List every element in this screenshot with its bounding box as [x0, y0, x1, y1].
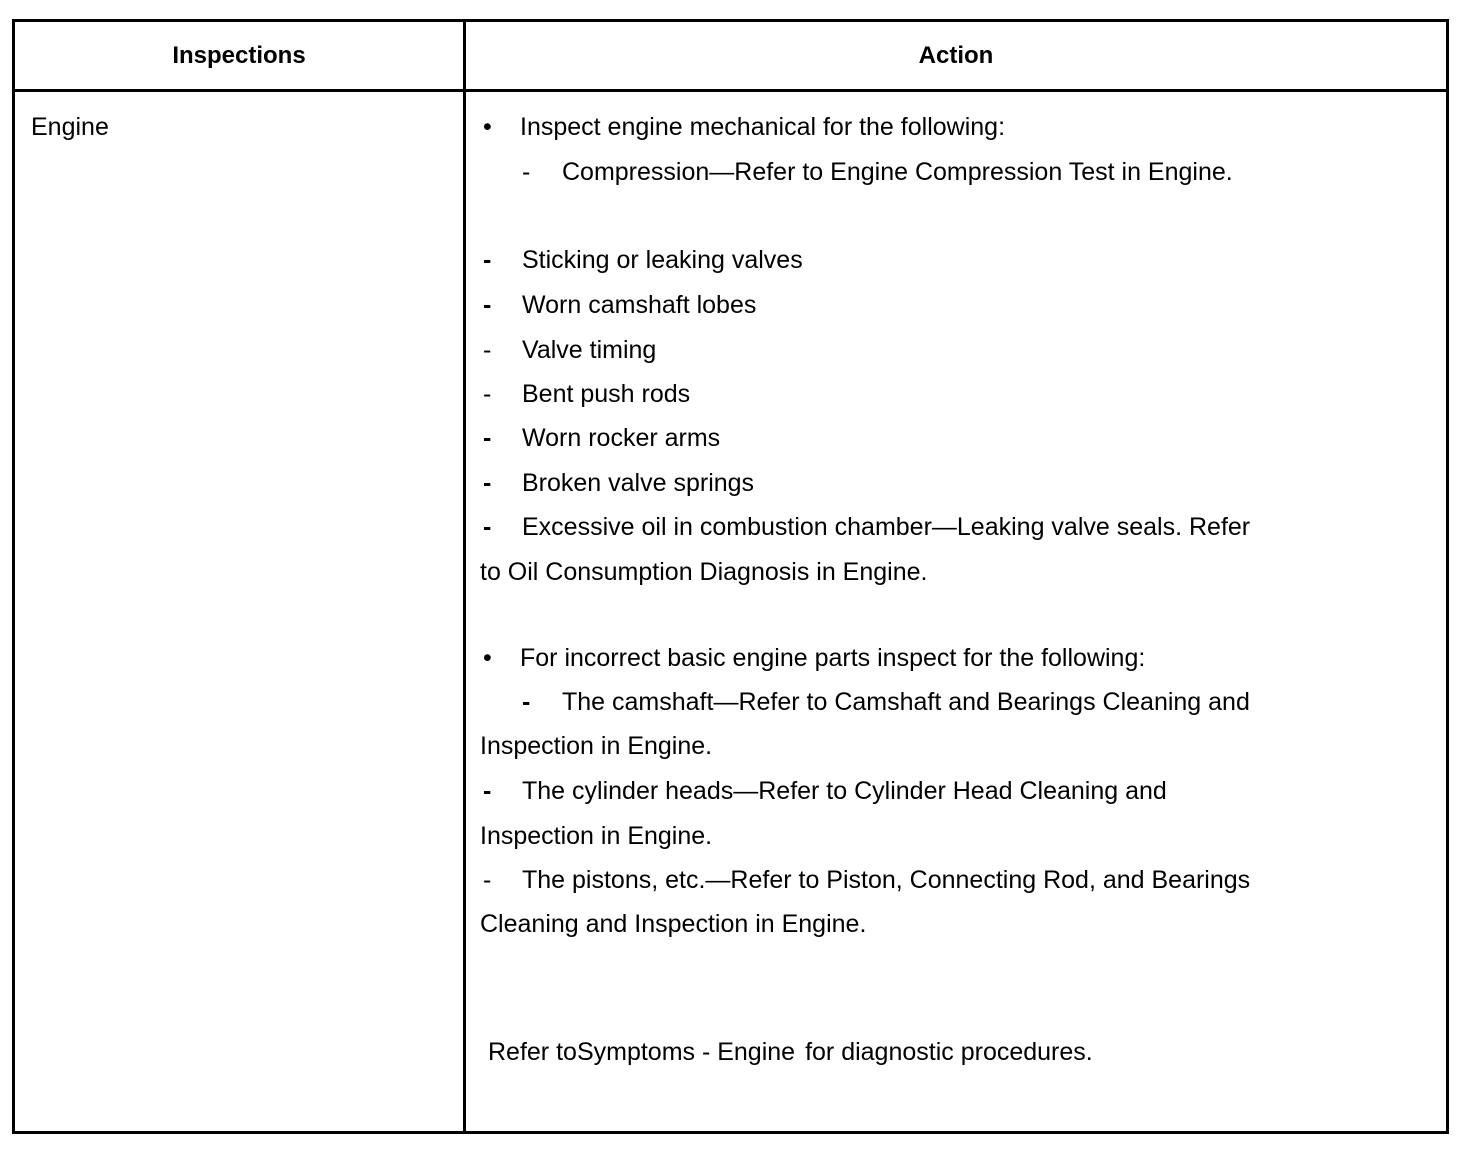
inspection-engine: Engine	[31, 113, 109, 141]
footer-reference	[488, 1037, 1093, 1067]
bullet-incorrect-engine-parts: For incorrect basic engine parts inspect for the following:	[520, 644, 1146, 672]
header-action: Action	[918, 41, 994, 69]
item-sticking-valves: Sticking or leaking valves	[522, 246, 803, 274]
item-excessive-oil-cont: to Oil Consumption Diagnosis in Engine.	[480, 558, 928, 586]
symptoms-engine-link[interactable]: Symptoms - Engine	[576, 1038, 796, 1066]
item-worn-camshaft: Worn camshaft lobes	[522, 291, 757, 319]
item-camshaft-cont: Inspection in Engine.	[480, 732, 713, 760]
dash-marker: -	[522, 688, 531, 716]
item-excessive-oil: Excessive oil in combustion chamber—Leaking valve seals. Refer	[522, 513, 1251, 541]
dash-marker: -	[483, 380, 492, 408]
item-valve-timing: Valve timing	[522, 336, 657, 364]
item-bent-push-rods: Bent push rods	[522, 380, 691, 408]
dash-marker: -	[483, 336, 492, 364]
footer-suffix: for diagnostic procedures.	[805, 1038, 1093, 1066]
dash-marker: -	[483, 777, 492, 805]
item-worn-rocker-arms: Worn rocker arms	[522, 424, 721, 452]
item-broken-valve-springs: Broken valve springs	[522, 469, 755, 497]
item-pistons-cont: Cleaning and Inspection in Engine.	[480, 910, 867, 938]
item-compression: Compression—Refer to Engine Compression Test in Engine.	[562, 158, 1233, 186]
dash-marker: -	[483, 246, 492, 274]
bullet-marker: •	[483, 644, 492, 672]
column-divider	[463, 22, 466, 1131]
dash-marker: -	[483, 424, 492, 452]
header-inspections: Inspections	[172, 41, 306, 69]
header-divider	[15, 89, 1446, 92]
dash-marker: -	[522, 158, 531, 186]
bullet-marker: •	[483, 113, 492, 141]
item-cylinder-heads-cont: Inspection in Engine.	[480, 822, 713, 850]
dash-marker: -	[483, 469, 492, 497]
item-cylinder-heads: The cylinder heads—Refer to Cylinder Head Cleaning and	[522, 777, 1167, 805]
bullet-inspect-engine-mechanical: Inspect engine mechanical for the following:	[520, 113, 1006, 141]
dash-marker: -	[483, 291, 492, 319]
item-pistons: The pistons, etc.—Refer to Piston, Connecting Rod, and Bearings	[522, 866, 1251, 894]
item-camshaft: The camshaft—Refer to Camshaft and Bearings Cleaning and	[562, 688, 1250, 716]
dash-marker: -	[483, 513, 492, 541]
footer-prefix: Refer to	[488, 1038, 577, 1066]
dash-marker: -	[483, 866, 492, 894]
